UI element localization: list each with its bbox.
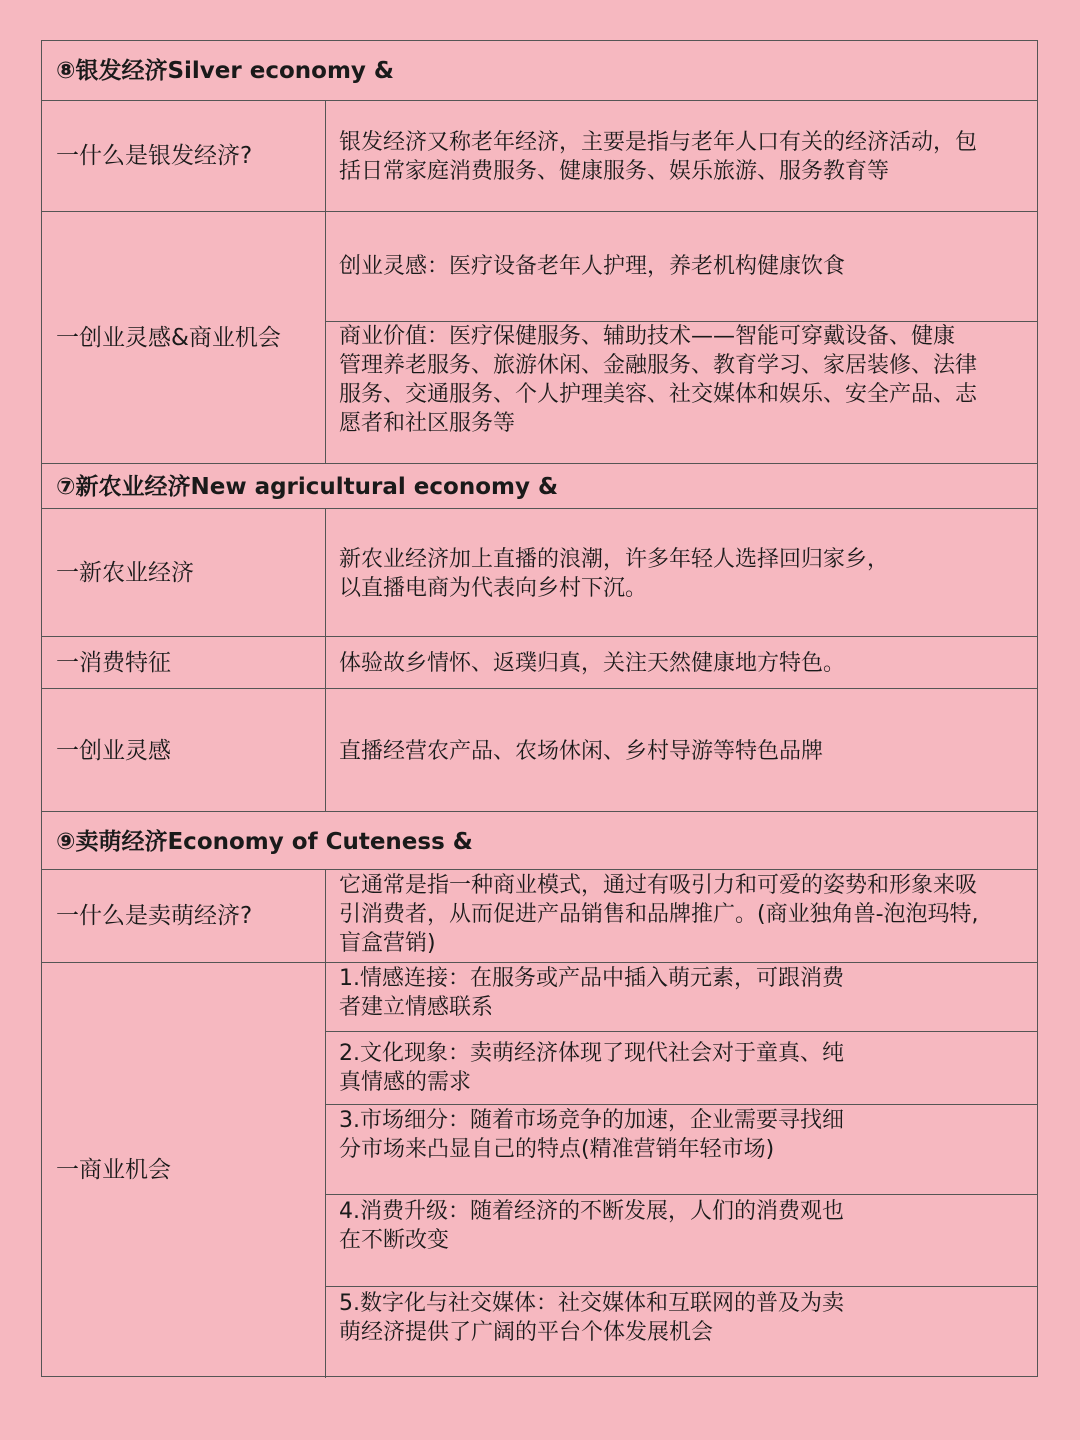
silver-inspiration-text: 创业灵感：医疗设备老年人护理，养老机构健康饮食 [339,254,846,279]
agri-row-2-label-cell [42,637,326,688]
agri-row-1-text: 新农业经济加上直播的浪潮，许多年轻人选择回归家乡， 以直播电商为代表向乡村下沉。 [339,547,890,601]
agri-row-3-label: 一创业灵感 [56,738,171,764]
cute-biz-text-cell [326,963,1037,1378]
cute-what-label: 一什么是卖萌经济? [56,903,253,929]
cute-item-2-cell [326,1032,1037,1105]
silver-header-row [42,41,1037,101]
cute-item-5-cell [326,1287,1037,1378]
cute-what-text: 它通常是指一种商业模式，通过有吸引力和可爱的姿势和形象来吸 引消费者，从而促进产品销售和品牌推广。(商业独角兽-泡泡玛特, 盲盒营销) [339,873,979,956]
cute-item-1-text: 1.情感连接：在服务或产品中插入萌元素，可跟消费 者建立情感联系 [339,966,844,1020]
cute-item-4-cell [326,1195,1037,1287]
agri-row-2-text: 体验故乡情怀、返璞归真，关注天然健康地方特色。 [339,651,846,676]
agri-row-1-label: 一新农业经济 [56,560,194,586]
silver-what-label: 一什么是银发经济? [56,143,253,169]
agri-row-1-label-cell [42,509,326,636]
cute-item-1-cell [326,963,1037,1032]
cute-item-3-text: 3.市场细分：随着市场竞争的加速，企业需要寻找细 分市场来凸显自己的特点(精准营销年轻市场) [339,1108,844,1162]
silver-value-text: 商业价值：医疗保健服务、辅助技术——智能可穿戴设备、健康 管理养老服务、旅游休闲、金融服务、教育学习、家居装修、法律 服务、交通服务、个人护理美容、社交媒体和娱乐、安全产品、志 愿者和社区服务等 [339,324,978,436]
economy-table [41,40,1038,1377]
silver-inspiration-cell [326,212,1037,322]
agri-row-3 [42,689,1037,812]
cute-item-5-text: 5.数字化与社交媒体：社交媒体和互联网的普及为卖 萌经济提供了广阔的平台个体发展机会 [339,1291,844,1345]
cute-biz-label: 一商业机会 [56,1157,171,1183]
agri-row-1 [42,509,1037,637]
agri-row-2 [42,637,1037,689]
cute-biz-label-cell [42,963,326,1378]
cute-what-row [42,870,1037,963]
agri-row-2-label: 一消费特征 [56,650,171,676]
agri-row-1-text-cell [326,509,1037,636]
silver-biz-label-cell [42,212,326,463]
cute-header-row [42,812,1037,870]
silver-biz-row [42,212,1037,464]
agri-section-title: ⑦新农业经济New agricultural economy & [56,474,559,500]
agri-row-3-label-cell [42,689,326,811]
silver-what-label-cell [42,101,326,211]
cute-item-4-text: 4.消费升级：随着经济的不断发展，人们的消费观也 在不断改变 [339,1199,844,1253]
silver-what-row [42,101,1037,212]
agri-row-3-text-cell [326,689,1037,811]
agri-row-2-text-cell [326,637,1037,688]
agri-row-3-text: 直播经营农产品、农场休闲、乡村导游等特色品牌 [339,739,824,764]
cute-item-2-text: 2.文化现象：卖萌经济体现了现代社会对于童真、纯 真情感的需求 [339,1041,844,1095]
cute-what-label-cell [42,870,326,962]
agri-header-row [42,464,1037,509]
silver-biz-text-cell [326,212,1037,463]
silver-section-title: ⑧银发经济Silver economy & [56,58,394,84]
cute-section-title: ⑨卖萌经济Economy of Cuteness & [56,829,473,855]
cute-what-text-cell [326,870,1037,962]
cute-item-3-cell [326,1105,1037,1195]
silver-value-cell [326,322,1037,463]
silver-biz-label: 一创业灵感&商业机会 [56,325,281,351]
silver-what-text-cell [326,101,1037,211]
silver-what-text: 银发经济又称老年经济，主要是指与老年人口有关的经济活动，包 括日常家庭消费服务、健康服务、娱乐旅游、服务教育等 [339,130,978,184]
cute-biz-row [42,963,1037,1378]
